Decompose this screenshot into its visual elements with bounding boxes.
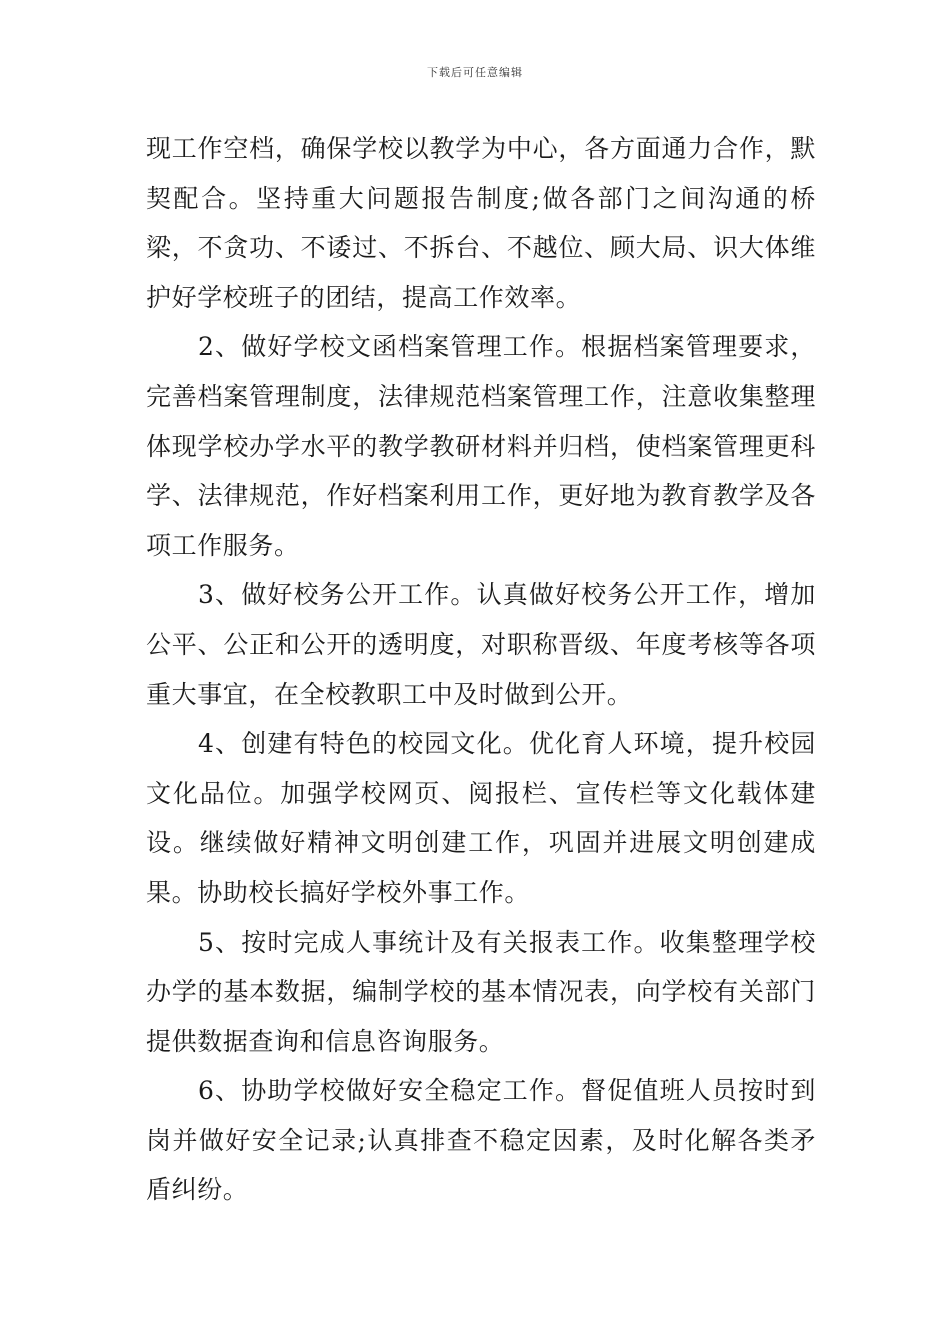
page-header: 下载后可任意编辑: [427, 66, 523, 79]
paragraph-item-2: 2、做好学校文函档案管理工作。根据档案管理要求，完善档案管理制度，法律规范档案管理工作，注意收集整理体现学校办学水平的教学教研材料并归档，使档案管理更科学、法律规范，作好档案利用工作，更好地为教育教学及各项工作服务。: [146, 332, 816, 560]
paragraph-item-6: 6、协助学校做好安全稳定工作。督促值班人员按时到岗并做好安全记录;认真排查不稳定因素，及时化解各类矛盾纠纷。: [146, 1076, 816, 1205]
paragraph-item-4: 4、创建有特色的校园文化。优化育人环境，提升校园文化品位。加强学校网页、阅报栏、宣传栏等文化载体建设。继续做好精神文明创建工作，巩固并进展文明创建成果。协助校长搞好学校外事工作。: [146, 729, 816, 907]
paragraph-item-3: 3、做好校务公开工作。认真做好校务公开工作，增加公平、公正和公开的透明度，对职称晋级、年度考核等各项重大事宜，在全校教职工中及时做到公开。: [146, 580, 816, 709]
paragraph-item-5: 5、按时完成人事统计及有关报表工作。收集整理学校办学的基本数据，编制学校的基本情况表，向学校有关部门提供数据查询和信息咨询服务。: [146, 927, 816, 1056]
document-body: [146, 124, 816, 1215]
paragraph-continuation: 现工作空档，确保学校以教学为中心，各方面通力合作，默契配合。坚持重大问题报告制度;做各部门之间沟通的桥梁，不贪功、不诿过、不拆台、不越位、顾大局、识大体维护好学校班子的团结，提高工作效率。: [146, 134, 816, 312]
